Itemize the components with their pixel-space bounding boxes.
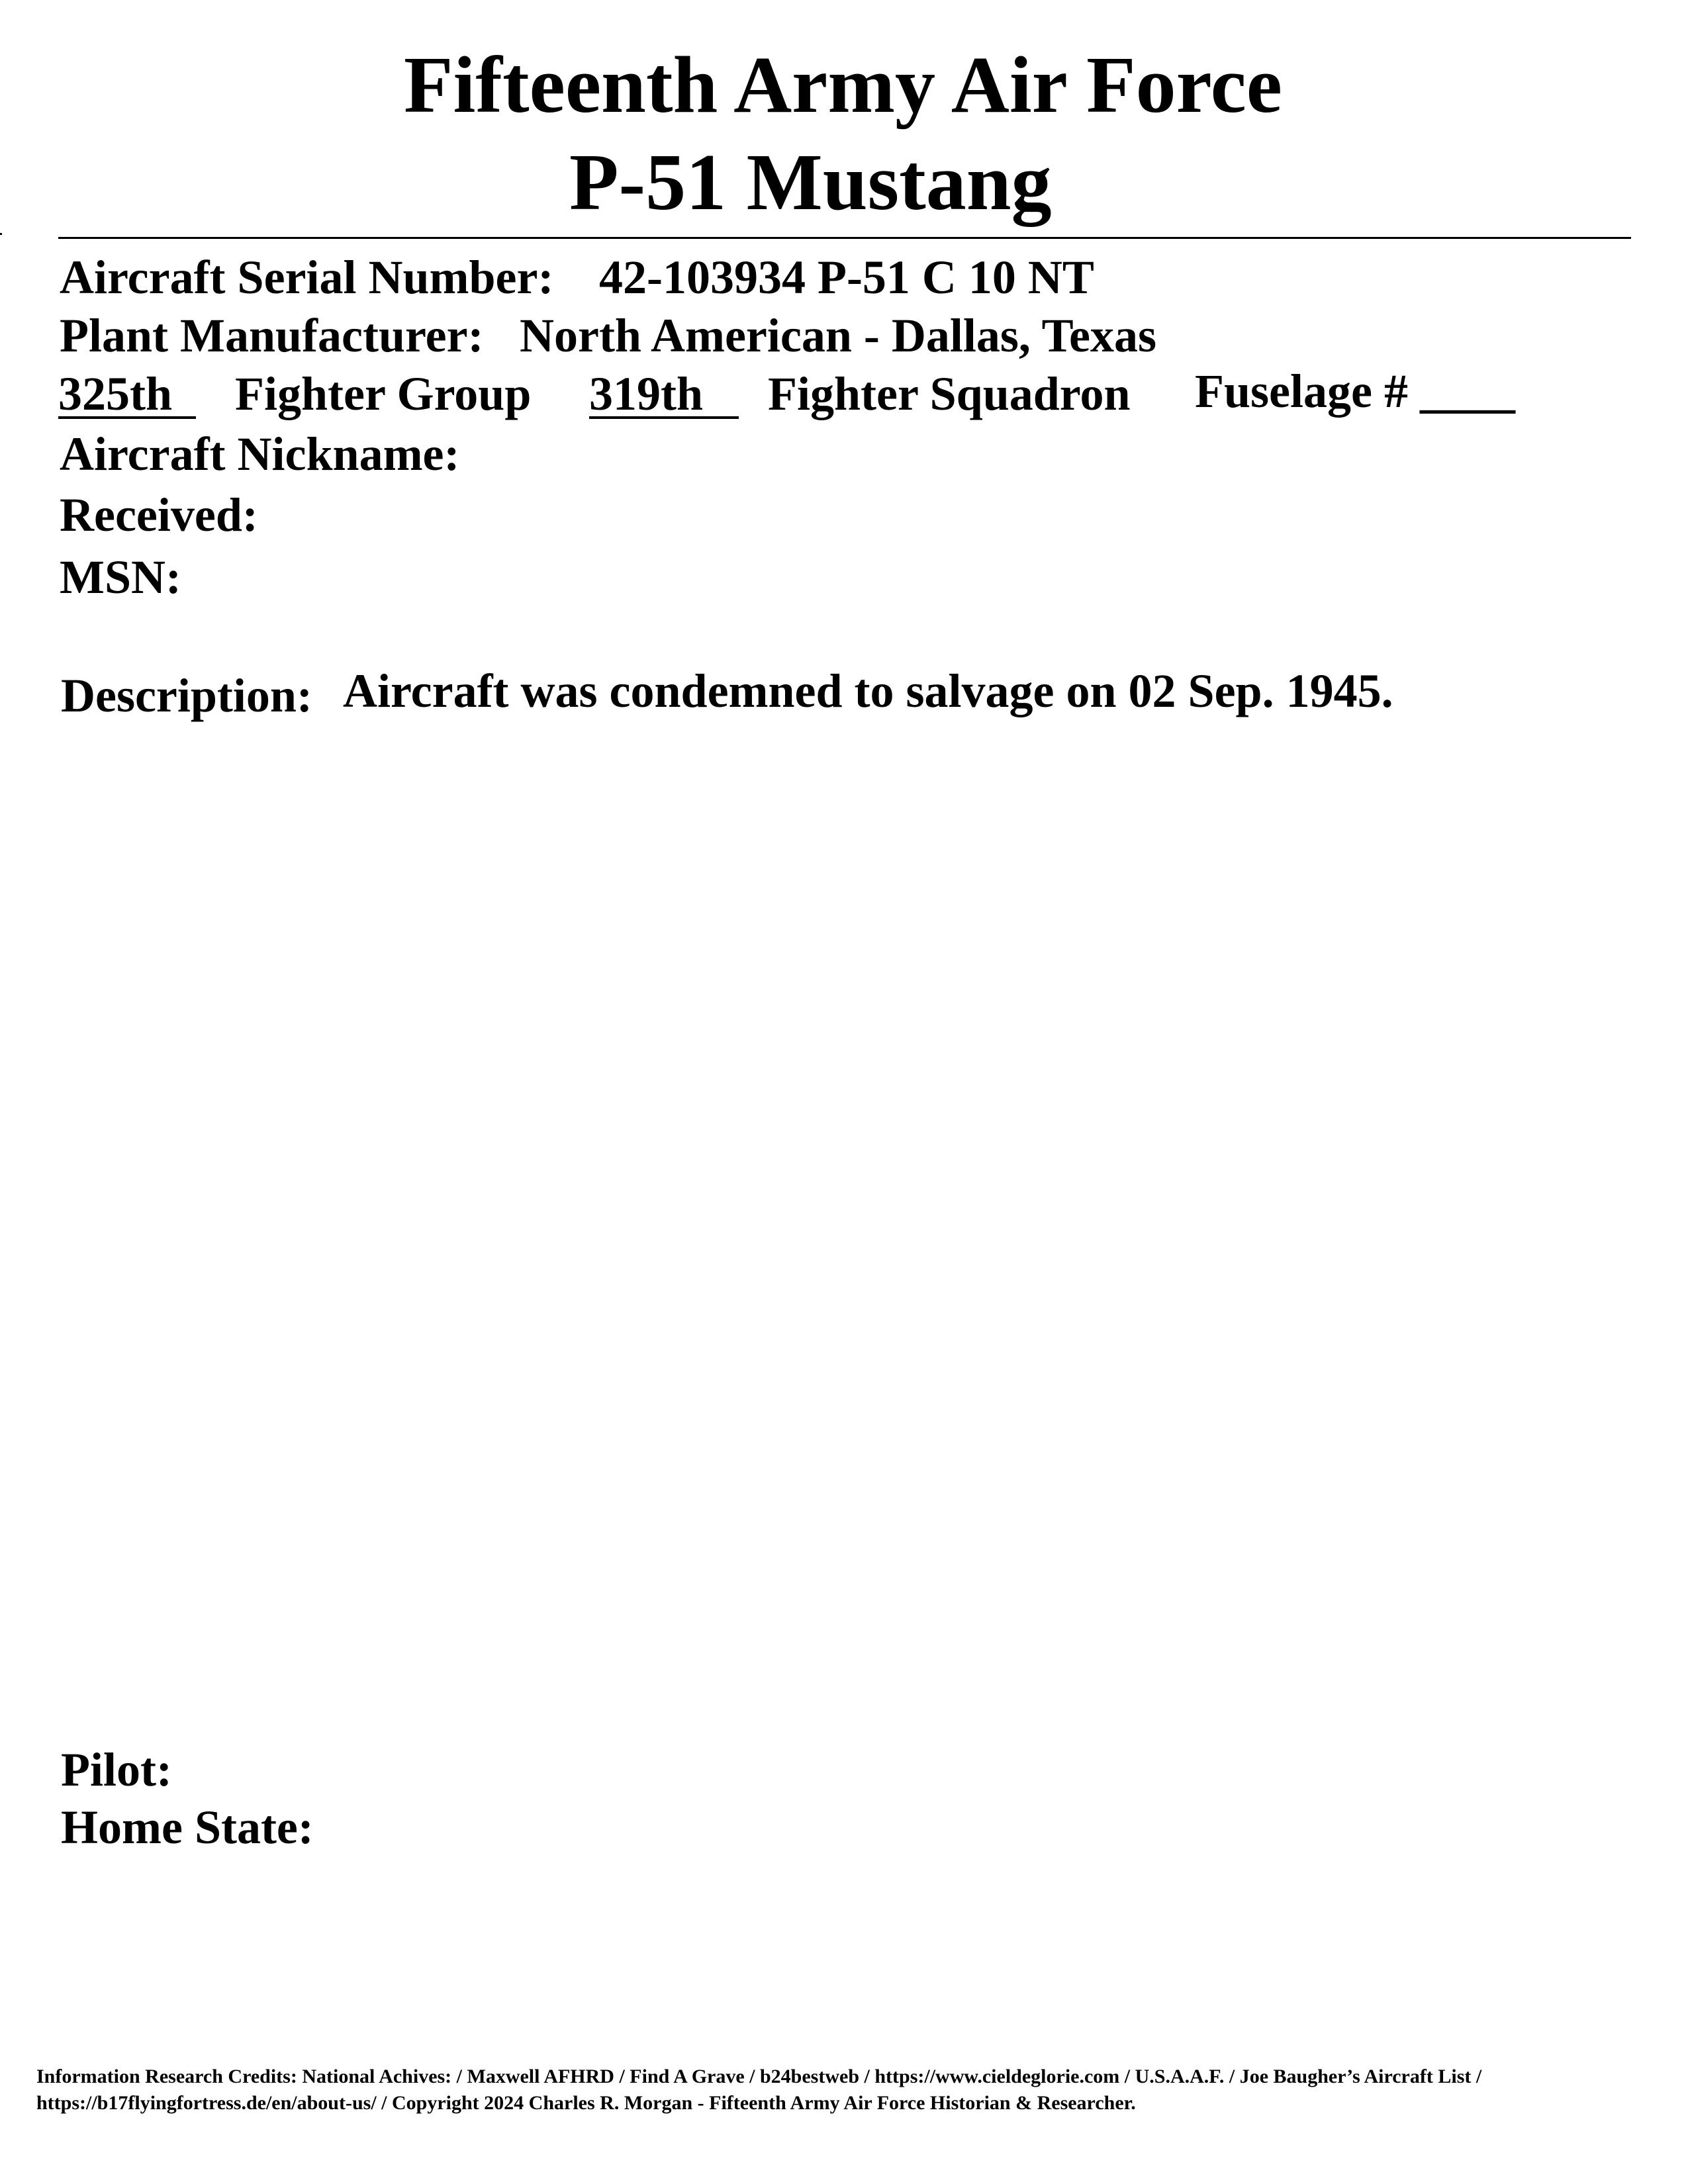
page-title: Fifteenth Army Air Force <box>404 40 1282 130</box>
manufacturer-label: Plant Manufacturer: <box>60 309 484 362</box>
manufacturer-value: North American - Dallas, Texas <box>520 309 1156 362</box>
fighter-squadron-label: Fighter Squadron <box>768 367 1131 420</box>
fighter-group-value: 325th <box>58 367 197 420</box>
margin-mark <box>0 233 2 235</box>
nickname-label: Aircraft Nickname: <box>60 428 460 480</box>
fighter-squadron-value: 319th <box>589 367 739 420</box>
fighter-group-label: Fighter Group <box>235 367 532 420</box>
aircraft-type-title: P-51 Mustang <box>569 138 1052 227</box>
received-label: Received: <box>60 488 258 541</box>
pilot-label: Pilot: <box>61 1743 172 1796</box>
credits-line-1: Information Research Credits: National Achives: / Maxwell AFHRD / Find A Grave / b24bestweb / https://www.cieldeglorie.com / U.S.A.A.F. / Joe Baugher’s Aircraft List / <box>36 2066 1482 2087</box>
msn-label: MSN: <box>60 551 181 604</box>
fuselage-number-field: Fuselage # ____ <box>1195 365 1515 418</box>
serial-number-label: Aircraft Serial Number: <box>60 251 554 304</box>
description-label: Description: <box>61 669 312 722</box>
credits-line-2: https://b17flyingfortress.de/en/about-us/ / Copyright 2024 Charles R. Morgan - Fifteenth Army Air Force Historian & Researcher. <box>36 2092 1136 2114</box>
serial-number-value: 42-103934 P-51 C 10 NT <box>599 251 1094 304</box>
description-value: Aircraft was condemned to salvage on 02 Sep. 1945. <box>343 664 1393 717</box>
header-divider <box>58 237 1631 239</box>
home-state-label: Home State: <box>61 1801 314 1854</box>
